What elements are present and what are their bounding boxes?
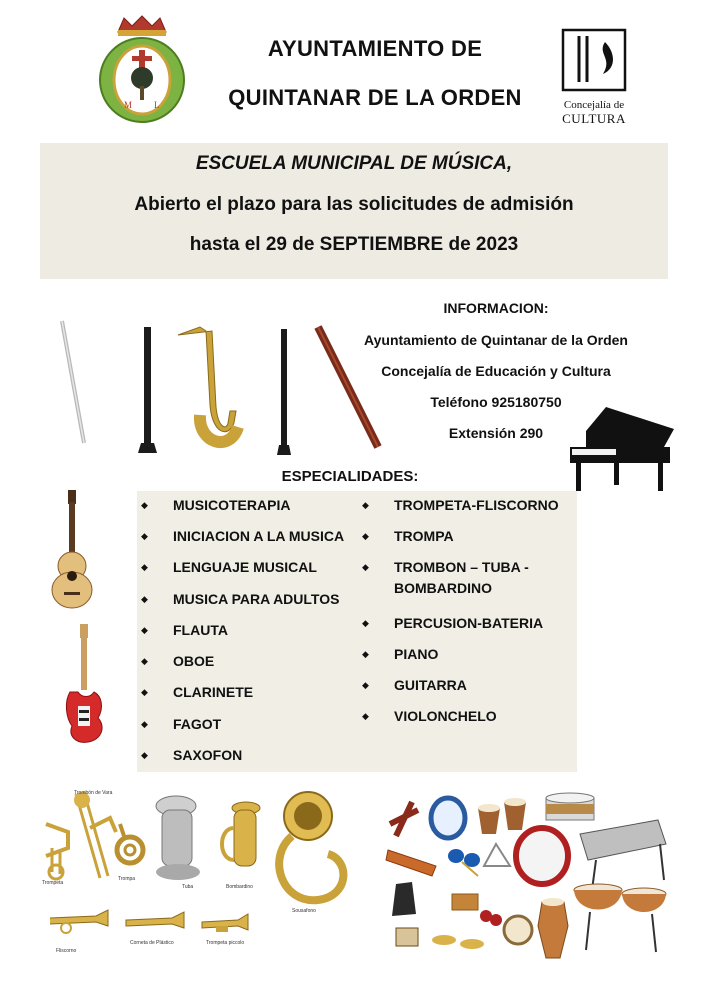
clarinet-icon (138, 327, 157, 453)
maracas-icon (448, 849, 480, 876)
header-title-line1: AYUNTAMIENTO DE (267, 36, 483, 61)
wood-block-icon (452, 894, 478, 910)
coat-of-arms-logo (96, 14, 188, 126)
culture-logo (557, 28, 631, 124)
oboe-icon (277, 329, 291, 455)
flute-icon (62, 321, 84, 443)
culture-flame-icon (557, 28, 631, 92)
caption-flugelhorn: Fliscorno (56, 948, 77, 954)
banner-admission-text: Abierto el plazo para las solicitudes de admisión (134, 194, 574, 215)
french-horn-icon (117, 824, 143, 863)
trumpet-icon (46, 824, 68, 879)
castanets-icon (480, 910, 502, 926)
info-phone: Teléfono 925180750 (430, 394, 562, 410)
banner-school-name: ESCUELA MUNICIPAL DE MÚSICA, (195, 153, 513, 174)
coat-letter-m: M (124, 100, 133, 110)
claves-icon (390, 802, 418, 836)
hand-cymbals-icon (432, 935, 484, 949)
euphonium-icon (222, 802, 260, 866)
caption-tuba: Tuba (182, 884, 194, 890)
caption-piccolo-trumpet: Trompeta piccolo (206, 940, 245, 946)
guiro-icon (386, 850, 436, 876)
sousaphone-icon (279, 792, 343, 900)
conga-icon (538, 898, 568, 958)
caption-trumpet: Trompeta (42, 880, 64, 886)
electric-guitar-icon (62, 622, 108, 746)
snare-drum-icon (546, 793, 594, 820)
timpani-icon (574, 884, 666, 952)
header-title-line2: QUINTANAR DE LA ORDEN (228, 85, 522, 110)
caption-sousaphone: Sousafono (292, 908, 316, 914)
info-heading: INFORMACION: (443, 300, 549, 316)
specialties-heading: ESPECIALIDADES: (281, 468, 419, 485)
banner-deadline: hasta el 29 de SEPTIEMBRE de 2023 (189, 234, 519, 255)
coat-letter-l: L (154, 100, 160, 110)
acoustic-guitar-icon (48, 488, 96, 610)
woodwind-instruments-image (50, 315, 390, 460)
culture-logo-line2: CULTURA (562, 111, 626, 126)
saxophone-icon (178, 327, 238, 442)
slide-trombone-icon (74, 792, 116, 878)
cornet-icon (126, 912, 184, 928)
info-department: Concejalía de Educación y Cultura (381, 363, 611, 379)
admission-banner (40, 143, 668, 279)
caption-slide-trombone: Trombón de Vara (74, 790, 113, 796)
percussion-instruments-image (382, 790, 674, 960)
culture-logo-line1: Concejalía de (563, 99, 625, 111)
info-city-hall: Ayuntamiento de Quintanar de la Orden (364, 332, 628, 348)
caption-cornet: Corneta de Plástico (130, 940, 174, 946)
bass-drum-icon (516, 828, 568, 884)
hand-drum-icon (396, 928, 418, 946)
caption-euphonium: Bombardino (226, 884, 253, 890)
bongos-icon (478, 798, 526, 834)
caption-french-horn: Trompa (118, 876, 136, 882)
triangle-icon (484, 844, 510, 866)
cowbell-icon (392, 882, 416, 916)
info-extension: Extensión 290 (448, 425, 544, 441)
glockenspiel-icon (580, 820, 666, 890)
brass-instruments-image (38, 788, 358, 958)
tuba-icon (156, 796, 200, 880)
piccolo-trumpet-icon (202, 914, 248, 932)
grand-piano-icon (566, 403, 678, 497)
specialties-list: ◆ MUSICOTERAPIA ◆ INICIACION A LA MUSICA ◆ LENGUAJE MUSICAL ◆ MUSICA PARA ADULTOS ◆ FLAUTA ◆ OBOE ◆ CLARINETE ◆ FAGOT ◆ SAXOFON ◆ TROMPETA-FLISCORNO ◆ TROMPA ◆ TROMBON – TUBA - BOMBARDINO ◆ PERCUSION-BATERIA ◆ PIANO ◆ GUITARRA ◆ VIOLONCHELO (137, 491, 577, 772)
frame-drum-icon (431, 798, 465, 838)
flugelhorn-icon (50, 910, 108, 933)
tambourine-icon (504, 916, 532, 944)
